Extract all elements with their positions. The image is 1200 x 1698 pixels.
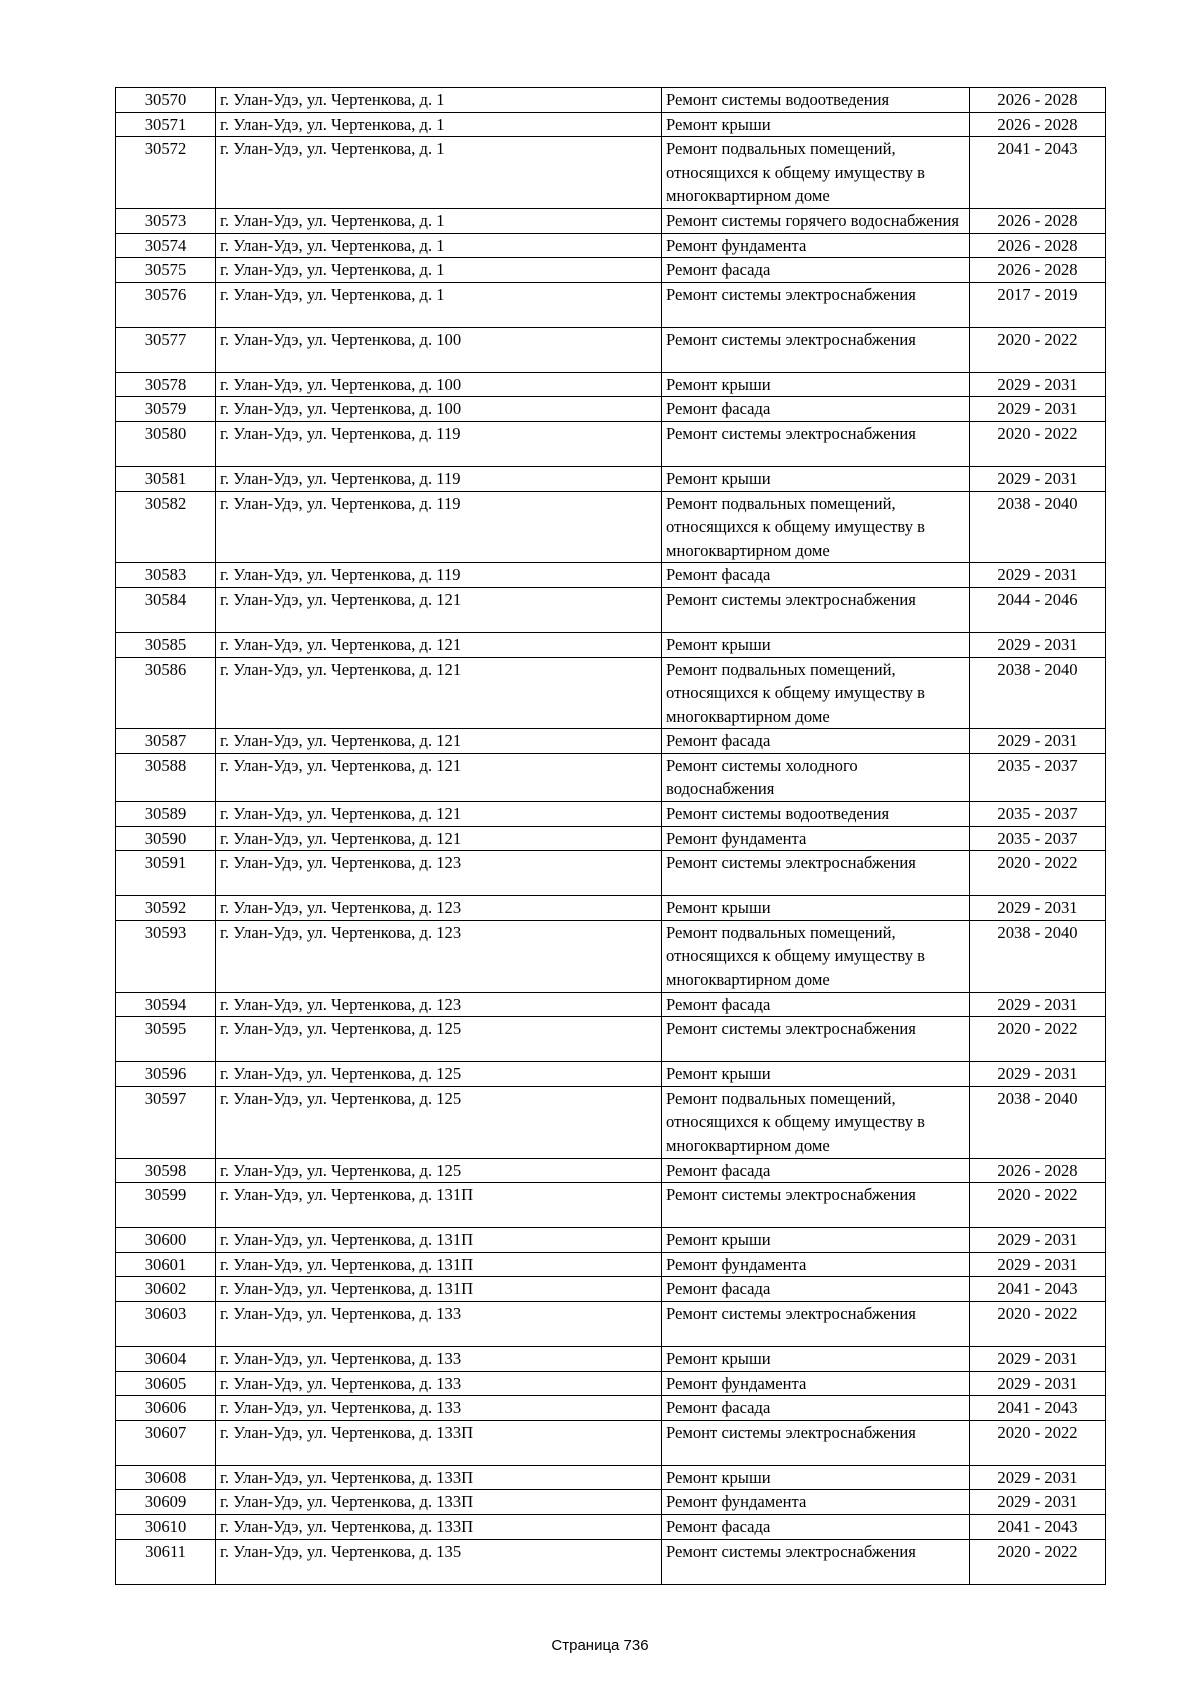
row-number: 30575: [116, 258, 216, 283]
row-work-type: Ремонт системы водоотведения: [662, 88, 970, 113]
row-address: г. Улан-Удэ, ул. Чертенкова, д. 133П: [216, 1465, 662, 1490]
row-period: 2029 - 2031: [970, 1490, 1106, 1515]
row-period: 2038 - 2040: [970, 1086, 1106, 1158]
row-period: 2035 - 2037: [970, 826, 1106, 851]
row-address: г. Улан-Удэ, ул. Чертенкова, д. 100: [216, 372, 662, 397]
row-address: г. Улан-Удэ, ул. Чертенкова, д. 121: [216, 802, 662, 827]
row-address: г. Улан-Удэ, ул. Чертенкова, д. 125: [216, 1062, 662, 1087]
row-number: 30607: [116, 1420, 216, 1465]
row-work-type: Ремонт фундамента: [662, 233, 970, 258]
row-period: 2029 - 2031: [970, 1465, 1106, 1490]
table-row: [116, 729, 1106, 754]
row-number: 30603: [116, 1301, 216, 1346]
row-number: 30608: [116, 1465, 216, 1490]
table-row: [116, 258, 1106, 283]
table-row: [116, 563, 1106, 588]
row-work-type: Ремонт системы электроснабжения: [662, 851, 970, 896]
table-row: [116, 282, 1106, 327]
row-number: 30582: [116, 491, 216, 563]
row-number: 30606: [116, 1396, 216, 1421]
repair-schedule-table: [115, 87, 1106, 1585]
row-period: 2029 - 2031: [970, 1346, 1106, 1371]
table-row: [116, 137, 1106, 209]
table-row: [116, 233, 1106, 258]
row-period: 2041 - 2043: [970, 1277, 1106, 1302]
row-address: г. Улан-Удэ, ул. Чертенкова, д. 119: [216, 421, 662, 466]
row-work-type: Ремонт крыши: [662, 632, 970, 657]
row-period: 2026 - 2028: [970, 1158, 1106, 1183]
table-row: [116, 372, 1106, 397]
row-number: 30584: [116, 587, 216, 632]
table-row: [116, 896, 1106, 921]
row-address: г. Улан-Удэ, ул. Чертенкова, д. 131П: [216, 1228, 662, 1253]
row-number: 30593: [116, 920, 216, 992]
row-number: 30576: [116, 282, 216, 327]
row-work-type: Ремонт фундамента: [662, 1252, 970, 1277]
row-number: 30583: [116, 563, 216, 588]
row-number: 30601: [116, 1252, 216, 1277]
table-row: [116, 1346, 1106, 1371]
row-number: 30591: [116, 851, 216, 896]
table-row: [116, 1277, 1106, 1302]
row-work-type: Ремонт системы холодного водоснабжения: [662, 753, 970, 801]
row-address: г. Улан-Удэ, ул. Чертенкова, д. 119: [216, 491, 662, 563]
table-row: [116, 632, 1106, 657]
row-number: 30580: [116, 421, 216, 466]
row-address: г. Улан-Удэ, ул. Чертенкова, д. 125: [216, 1017, 662, 1062]
row-period: 2026 - 2028: [970, 208, 1106, 233]
row-address: г. Улан-Удэ, ул. Чертенкова, д. 131П: [216, 1277, 662, 1302]
row-work-type: Ремонт системы электроснабжения: [662, 1420, 970, 1465]
table-row: [116, 851, 1106, 896]
table-row: [116, 753, 1106, 801]
row-period: 2029 - 2031: [970, 896, 1106, 921]
row-address: г. Улан-Удэ, ул. Чертенкова, д. 1: [216, 208, 662, 233]
row-work-type: Ремонт крыши: [662, 1465, 970, 1490]
row-number: 30590: [116, 826, 216, 851]
row-number: 30585: [116, 632, 216, 657]
row-number: 30571: [116, 112, 216, 137]
row-number: 30592: [116, 896, 216, 921]
row-address: г. Улан-Удэ, ул. Чертенкова, д. 100: [216, 327, 662, 372]
row-number: 30602: [116, 1277, 216, 1302]
row-work-type: Ремонт фасада: [662, 258, 970, 283]
row-address: г. Улан-Удэ, ул. Чертенкова, д. 133П: [216, 1490, 662, 1515]
row-work-type: Ремонт фасада: [662, 1158, 970, 1183]
row-work-type: Ремонт фундамента: [662, 826, 970, 851]
row-period: 2029 - 2031: [970, 1371, 1106, 1396]
table-row: [116, 920, 1106, 992]
row-work-type: Ремонт подвальных помещений, относящихся к общему имуществу в многоквартирном доме: [662, 920, 970, 992]
row-work-type: Ремонт системы электроснабжения: [662, 1017, 970, 1062]
table-row: [116, 421, 1106, 466]
row-work-type: Ремонт фасада: [662, 1277, 970, 1302]
row-work-type: Ремонт подвальных помещений, относящихся к общему имуществу в многоквартирном доме: [662, 137, 970, 209]
row-number: 30604: [116, 1346, 216, 1371]
row-period: 2026 - 2028: [970, 88, 1106, 113]
row-period: 2035 - 2037: [970, 753, 1106, 801]
row-period: 2020 - 2022: [970, 327, 1106, 372]
row-number: 30573: [116, 208, 216, 233]
row-address: г. Улан-Удэ, ул. Чертенкова, д. 125: [216, 1086, 662, 1158]
row-number: 30605: [116, 1371, 216, 1396]
row-work-type: Ремонт фундамента: [662, 1371, 970, 1396]
row-number: 30611: [116, 1539, 216, 1584]
table-row: [116, 992, 1106, 1017]
row-period: 2029 - 2031: [970, 632, 1106, 657]
page-number: Страница 736: [551, 1637, 649, 1654]
row-work-type: Ремонт фасада: [662, 397, 970, 422]
row-address: г. Улан-Удэ, ул. Чертенкова, д. 121: [216, 657, 662, 729]
row-address: г. Улан-Удэ, ул. Чертенкова, д. 1: [216, 112, 662, 137]
row-number: 30574: [116, 233, 216, 258]
row-number: 30597: [116, 1086, 216, 1158]
table-row: [116, 1158, 1106, 1183]
row-period: 2038 - 2040: [970, 657, 1106, 729]
table-row: [116, 1465, 1106, 1490]
row-period: 2020 - 2022: [970, 1539, 1106, 1584]
table-row: [116, 491, 1106, 563]
row-period: 2020 - 2022: [970, 421, 1106, 466]
row-period: 2041 - 2043: [970, 137, 1106, 209]
row-period: 2020 - 2022: [970, 1420, 1106, 1465]
row-number: 30596: [116, 1062, 216, 1087]
row-work-type: Ремонт крыши: [662, 112, 970, 137]
row-period: 2026 - 2028: [970, 112, 1106, 137]
row-address: г. Улан-Удэ, ул. Чертенкова, д. 131П: [216, 1252, 662, 1277]
row-address: г. Улан-Удэ, ул. Чертенкова, д. 133П: [216, 1514, 662, 1539]
row-address: г. Улан-Удэ, ул. Чертенкова, д. 123: [216, 896, 662, 921]
row-address: г. Улан-Удэ, ул. Чертенкова, д. 133П: [216, 1420, 662, 1465]
table-row: [116, 1252, 1106, 1277]
row-number: 30610: [116, 1514, 216, 1539]
row-address: г. Улан-Удэ, ул. Чертенкова, д. 131П: [216, 1183, 662, 1228]
row-address: г. Улан-Удэ, ул. Чертенкова, д. 125: [216, 1158, 662, 1183]
table-row: [116, 1017, 1106, 1062]
row-address: г. Улан-Удэ, ул. Чертенкова, д. 121: [216, 632, 662, 657]
row-work-type: Ремонт подвальных помещений, относящихся к общему имуществу в многоквартирном доме: [662, 491, 970, 563]
row-work-type: Ремонт фасада: [662, 1514, 970, 1539]
row-period: 2038 - 2040: [970, 491, 1106, 563]
row-number: 30581: [116, 466, 216, 491]
table-row: [116, 466, 1106, 491]
row-period: 2029 - 2031: [970, 372, 1106, 397]
row-number: 30578: [116, 372, 216, 397]
row-address: г. Улан-Удэ, ул. Чертенкова, д. 100: [216, 397, 662, 422]
row-address: г. Улан-Удэ, ул. Чертенкова, д. 133: [216, 1346, 662, 1371]
table-row: [116, 327, 1106, 372]
row-work-type: Ремонт крыши: [662, 1346, 970, 1371]
table-row: [116, 1062, 1106, 1087]
row-address: г. Улан-Удэ, ул. Чертенкова, д. 133: [216, 1371, 662, 1396]
row-number: 30609: [116, 1490, 216, 1515]
row-work-type: Ремонт системы электроснабжения: [662, 327, 970, 372]
row-period: 2038 - 2040: [970, 920, 1106, 992]
table-row: [116, 1371, 1106, 1396]
row-number: 30598: [116, 1158, 216, 1183]
row-work-type: Ремонт крыши: [662, 896, 970, 921]
table-row: [116, 802, 1106, 827]
row-number: 30579: [116, 397, 216, 422]
row-period: 2029 - 2031: [970, 1228, 1106, 1253]
table-row: [116, 657, 1106, 729]
table-row: [116, 826, 1106, 851]
row-number: 30577: [116, 327, 216, 372]
row-work-type: Ремонт фасада: [662, 1396, 970, 1421]
row-address: г. Улан-Удэ, ул. Чертенкова, д. 1: [216, 233, 662, 258]
table-row: [116, 1514, 1106, 1539]
row-period: 2020 - 2022: [970, 1017, 1106, 1062]
table-row: [116, 1301, 1106, 1346]
row-period: 2029 - 2031: [970, 1062, 1106, 1087]
row-number: 30570: [116, 88, 216, 113]
row-address: г. Улан-Удэ, ул. Чертенкова, д. 133: [216, 1396, 662, 1421]
row-period: 2041 - 2043: [970, 1396, 1106, 1421]
row-period: 2017 - 2019: [970, 282, 1106, 327]
row-address: г. Улан-Удэ, ул. Чертенкова, д. 123: [216, 851, 662, 896]
row-work-type: Ремонт системы электроснабжения: [662, 421, 970, 466]
row-address: г. Улан-Удэ, ул. Чертенкова, д. 119: [216, 563, 662, 588]
row-address: г. Улан-Удэ, ул. Чертенкова, д. 121: [216, 826, 662, 851]
row-number: 30589: [116, 802, 216, 827]
row-number: 30595: [116, 1017, 216, 1062]
row-address: г. Улан-Удэ, ул. Чертенкова, д. 123: [216, 920, 662, 992]
row-number: 30594: [116, 992, 216, 1017]
row-work-type: Ремонт подвальных помещений, относящихся к общему имуществу в многоквартирном доме: [662, 657, 970, 729]
row-address: г. Улан-Удэ, ул. Чертенкова, д. 1: [216, 137, 662, 209]
row-address: г. Улан-Удэ, ул. Чертенкова, д. 119: [216, 466, 662, 491]
row-number: 30587: [116, 729, 216, 754]
row-work-type: Ремонт системы электроснабжения: [662, 1183, 970, 1228]
row-work-type: Ремонт фундамента: [662, 1490, 970, 1515]
row-number: 30572: [116, 137, 216, 209]
table-row: [116, 112, 1106, 137]
row-work-type: Ремонт фасада: [662, 992, 970, 1017]
row-period: 2020 - 2022: [970, 851, 1106, 896]
row-period: 2020 - 2022: [970, 1301, 1106, 1346]
row-period: 2029 - 2031: [970, 992, 1106, 1017]
row-period: 2029 - 2031: [970, 563, 1106, 588]
row-period: 2044 - 2046: [970, 587, 1106, 632]
row-period: 2041 - 2043: [970, 1514, 1106, 1539]
table-row: [116, 1086, 1106, 1158]
row-work-type: Ремонт системы электроснабжения: [662, 1539, 970, 1584]
row-address: г. Улан-Удэ, ул. Чертенкова, д. 1: [216, 258, 662, 283]
table-row: [116, 1396, 1106, 1421]
row-address: г. Улан-Удэ, ул. Чертенкова, д. 1: [216, 88, 662, 113]
row-address: г. Улан-Удэ, ул. Чертенкова, д. 121: [216, 587, 662, 632]
row-period: 2029 - 2031: [970, 397, 1106, 422]
row-number: 30586: [116, 657, 216, 729]
row-work-type: Ремонт системы электроснабжения: [662, 1301, 970, 1346]
table-row: [116, 587, 1106, 632]
table-body: [116, 88, 1106, 1585]
row-work-type: Ремонт фасада: [662, 563, 970, 588]
row-period: 2029 - 2031: [970, 1252, 1106, 1277]
row-address: г. Улан-Удэ, ул. Чертенкова, д. 133: [216, 1301, 662, 1346]
table-row: [116, 208, 1106, 233]
table-row: [116, 88, 1106, 113]
row-period: 2029 - 2031: [970, 466, 1106, 491]
row-number: 30588: [116, 753, 216, 801]
table-row: [116, 1490, 1106, 1515]
table-row: [116, 1183, 1106, 1228]
row-work-type: Ремонт крыши: [662, 1062, 970, 1087]
row-period: 2029 - 2031: [970, 729, 1106, 754]
row-work-type: Ремонт крыши: [662, 1228, 970, 1253]
row-period: 2035 - 2037: [970, 802, 1106, 827]
row-work-type: Ремонт системы горячего водоснабжения: [662, 208, 970, 233]
row-number: 30599: [116, 1183, 216, 1228]
row-address: г. Улан-Удэ, ул. Чертенкова, д. 123: [216, 992, 662, 1017]
row-work-type: Ремонт крыши: [662, 466, 970, 491]
table-row: [116, 1228, 1106, 1253]
row-address: г. Улан-Удэ, ул. Чертенкова, д. 135: [216, 1539, 662, 1584]
row-work-type: Ремонт системы электроснабжения: [662, 282, 970, 327]
row-address: г. Улан-Удэ, ул. Чертенкова, д. 121: [216, 729, 662, 754]
row-work-type: Ремонт подвальных помещений, относящихся к общему имуществу в многоквартирном доме: [662, 1086, 970, 1158]
row-work-type: Ремонт системы электроснабжения: [662, 587, 970, 632]
row-work-type: Ремонт крыши: [662, 372, 970, 397]
row-period: 2026 - 2028: [970, 258, 1106, 283]
table-row: [116, 397, 1106, 422]
row-number: 30600: [116, 1228, 216, 1253]
row-work-type: Ремонт системы водоотведения: [662, 802, 970, 827]
row-address: г. Улан-Удэ, ул. Чертенкова, д. 121: [216, 753, 662, 801]
row-period: 2026 - 2028: [970, 233, 1106, 258]
table-row: [116, 1539, 1106, 1584]
row-address: г. Улан-Удэ, ул. Чертенкова, д. 1: [216, 282, 662, 327]
row-work-type: Ремонт фасада: [662, 729, 970, 754]
table-row: [116, 1420, 1106, 1465]
row-period: 2020 - 2022: [970, 1183, 1106, 1228]
